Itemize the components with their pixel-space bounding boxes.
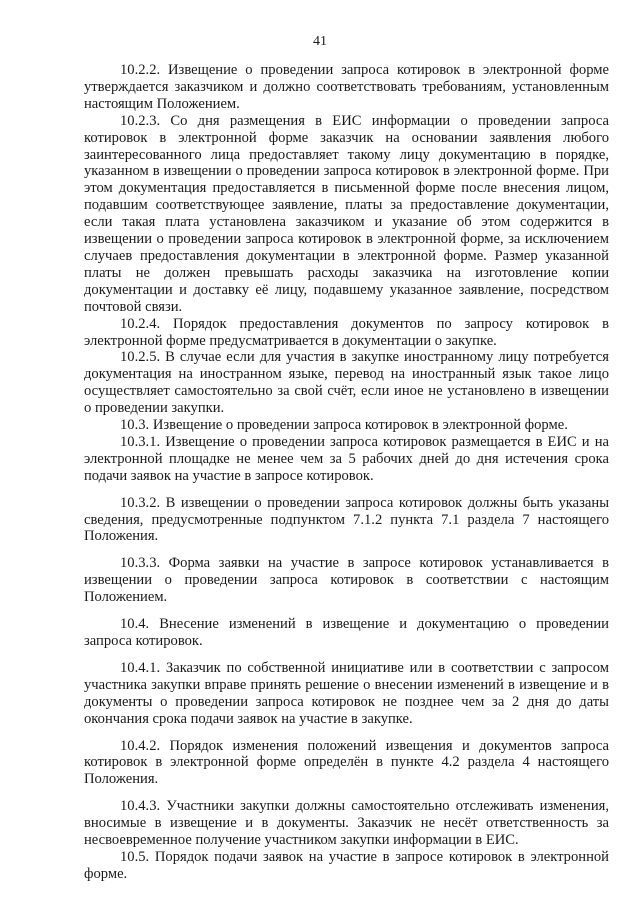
paragraph-10-5: 10.5. Порядок подачи заявок на участие в запросе котировок в электронной форме. [84,848,609,882]
paragraph-10-2-4: 10.2.4. Порядок предоставления документов по запросу котировок в электронной форме предусматривается в документации о закупке. [84,315,609,349]
paragraph-10-4-2: 10.4.2. Порядок изменения положений извещения и документов запроса котировок в электронной форме определён в пункте 4.2 раздела 4 настоящего Положения. [84,737,609,788]
paragraph-10-3-3: 10.3.3. Форма заявки на участие в запросе котировок устанавливается в извещении о проведении запроса котировок в соответствии с настоящим Положением. [84,555,609,606]
paragraph-10-3: 10.3. Извещение о проведении запроса котировок в электронной форме. [120,417,568,434]
page-number: 41 [313,34,327,49]
paragraph-10-2-5: 10.2.5. В случае если для участия в закупке иностранному лицу потребуется документация на иностранном языке, перевод на иностранный язык такое лицо осуществляет самостоятельно за свой счёт, если иное не установлено в извещении о проведении закупки. [84,349,609,417]
document-body [84,62,609,883]
paragraph-10-4-1: 10.4.1. Заказчик по собственной инициативе или в соответствии с запросом участника закупки вправе принять решение о внесении изменений в извещение и в документы о проведении запроса котировок не позднее чем за 2 дня до даты окончания срока подачи заявок на участие в закупке. [84,659,609,727]
paragraph-10-3-2: 10.3.2. В извещении о проведении запроса котировок должны быть указаны сведения, предусмотренные подпунктом 7.1.2 пункта 7.1 раздела 7 настоящего Положения. [84,494,609,545]
paragraph-10-3-1: 10.3.1. Извещение о проведении запроса котировок размещается в ЕИС и на электронной площадке не менее чем за 5 рабочих дней до дня истечения срока подачи заявок на участие в запросе котировок. [84,433,609,484]
paragraph-10-4-3: 10.4.3. Участники закупки должны самостоятельно отслеживать изменения, вносимые в извещение и в документы. Заказчик не несёт ответственность за несвоевременное получение участником закупки информации в ЕИС. [84,798,609,849]
paragraph-10-4: 10.4. Внесение изменений в извещение и документацию о проведении запроса котировок. [84,616,609,649]
paragraph-10-2-2: 10.2.2. Извещение о проведении запроса котировок в электронной форме утверждается заказчиком и должно соответствовать требованиям, установленным настоящим Положением. [84,62,609,112]
paragraph-10-2-3: 10.2.3. Со дня размещения в ЕИС информации о проведении запроса котировок в электронной форме заказчик на основании заявления любого заинтересованного лица предоставляет такому лицу документацию в порядке, указанном в извещении о проведении запроса котировок в электронной форме. При этом документация предоставляется в письменной форме после внесения лицом, подавшим соответствующее заявление, платы за предоставление документации, если такая плата установлена заказчиком и указание об этом содержится в извещении о проведении запроса котировок в электронной форме, за исключением случаев предоставления документации в электронной форме. Размер указанной платы не должен превышать расходы заказчика на изготовление копии документации и доставку её лицу, подавшему указанное заявление, посредством почтовой связи. [84,112,609,315]
